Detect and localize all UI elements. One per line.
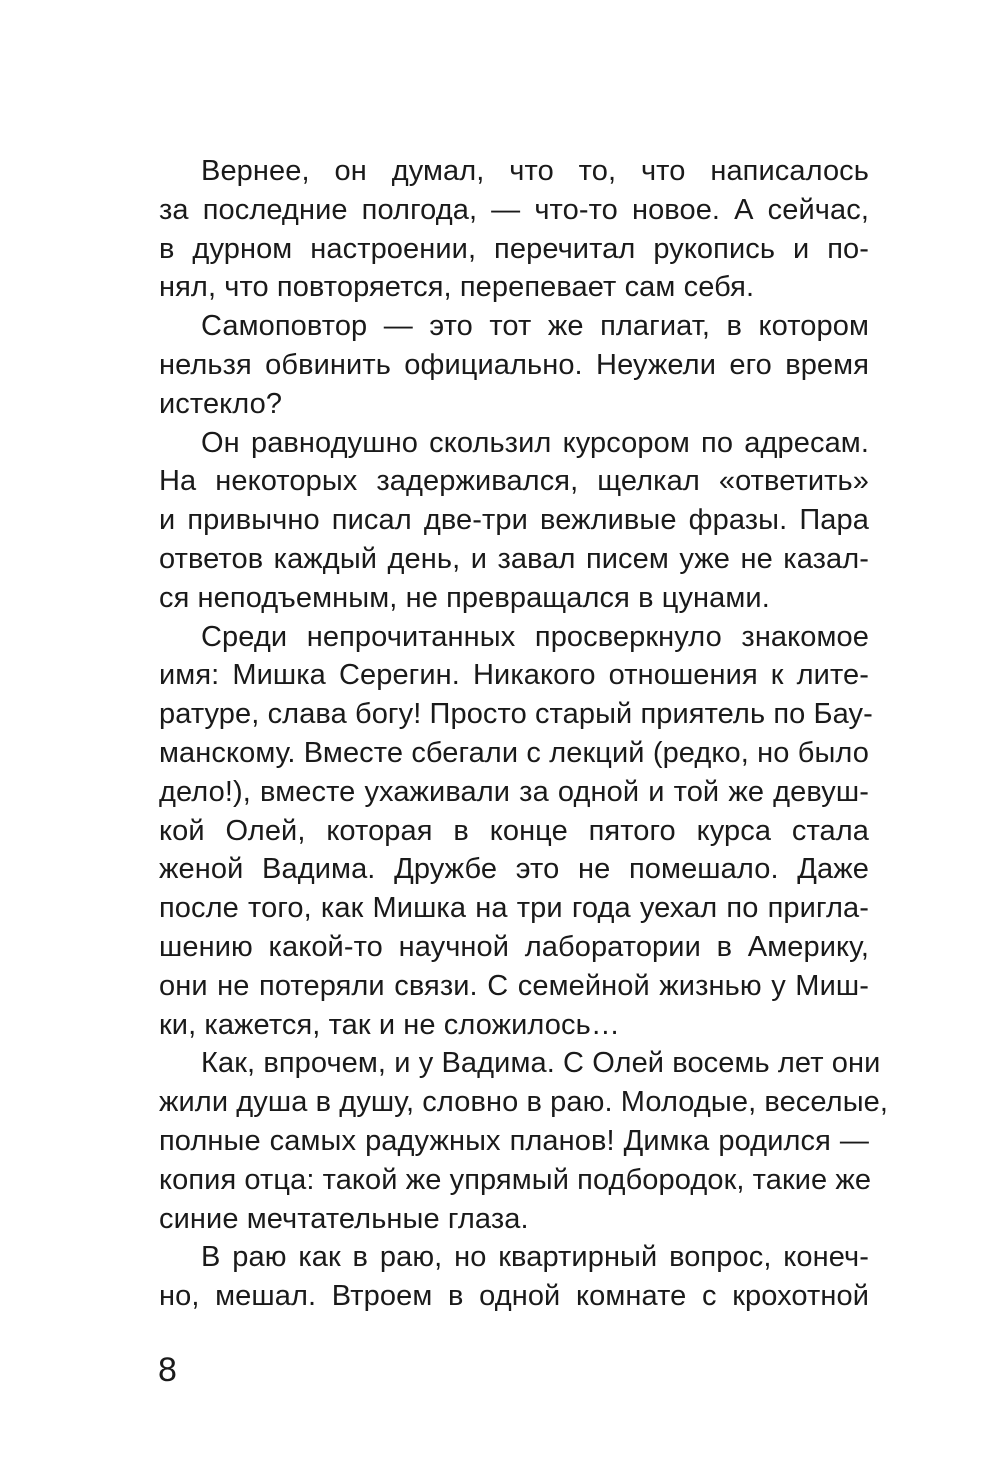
- text-line: нял, что повторяется, перепевает сам себя.: [159, 271, 755, 304]
- text-line: за последние полгода, — что-то новое. А сейчас,: [159, 193, 869, 226]
- text-line: манскому. Вместе сбегали с лекций (редко, но было: [159, 736, 869, 769]
- text-line: но, мешал. Втроем в одной комнате с крохотной: [159, 1280, 869, 1313]
- text-line: полные самых радужных планов! Димка родился —: [159, 1124, 869, 1157]
- text-line: после того, как Мишка на три года уехал по пригла-: [159, 892, 869, 925]
- text-line: ратуре, слава богу! Просто старый приятель по Бау-: [159, 698, 873, 731]
- page-number: 8: [158, 1351, 177, 1389]
- text-line: женой Вадима. Дружбе это не помешало. Даже: [159, 853, 869, 886]
- text-line: дело!), вместе ухаживали за одной и той же девуш-: [159, 775, 869, 808]
- paragraph: [159, 424, 869, 618]
- body-text: [159, 152, 889, 1316]
- paragraph: [159, 307, 869, 423]
- text-line: синие мечтательные глаза.: [159, 1202, 529, 1235]
- text-line: имя: Мишка Серегин. Никакого отношения к лите-: [159, 659, 869, 692]
- text-line: в дурном настроении, перечитал рукопись и по-: [159, 232, 869, 265]
- paragraph: [159, 618, 873, 1045]
- paragraph: [159, 1044, 889, 1238]
- text-line: В раю как в раю, но квартирный вопрос, конеч-: [201, 1241, 869, 1274]
- text-line: они не потеряли связи. С семейной жизнью у Миш-: [159, 969, 869, 1002]
- text-line: кой Олей, которая в конце пятого курса стала: [159, 814, 869, 847]
- text-line: ся неподъемным, не превращался в цунами.: [159, 581, 770, 614]
- paragraph: [159, 152, 869, 307]
- text-line: жили душа в душу, словно в раю. Молодые, веселые,: [159, 1086, 889, 1119]
- text-line: и привычно писал две-три вежливые фразы. Пара: [159, 504, 869, 537]
- text-line: Он равнодушно скользил курсором по адресам.: [201, 426, 869, 459]
- text-line: На некоторых задерживался, щелкал «ответить»: [159, 465, 869, 498]
- text-line: истекло?: [159, 387, 283, 420]
- text-line: Как, впрочем, и у Вадима. С Олей восемь лет они: [201, 1047, 881, 1080]
- text-line: Среди непрочитанных просверкнуло знакомое: [201, 620, 869, 653]
- text-line: Вернее, он думал, что то, что написалось: [201, 155, 869, 187]
- paragraph: [159, 1238, 869, 1316]
- text-line: ответов каждый день, и завал писем уже не казал-: [159, 542, 869, 575]
- text-line: копия отца: такой же упрямый подбородок, такие же: [159, 1163, 872, 1196]
- text-line: нельзя обвинить официально. Неужели его время: [159, 348, 869, 381]
- text-line: Самоповтор — это тот же плагиат, в котором: [201, 310, 869, 343]
- text-line: шению какой-то научной лаборатории в Америку,: [159, 930, 869, 963]
- text-line: ки, кажется, так и не сложилось…: [159, 1008, 620, 1041]
